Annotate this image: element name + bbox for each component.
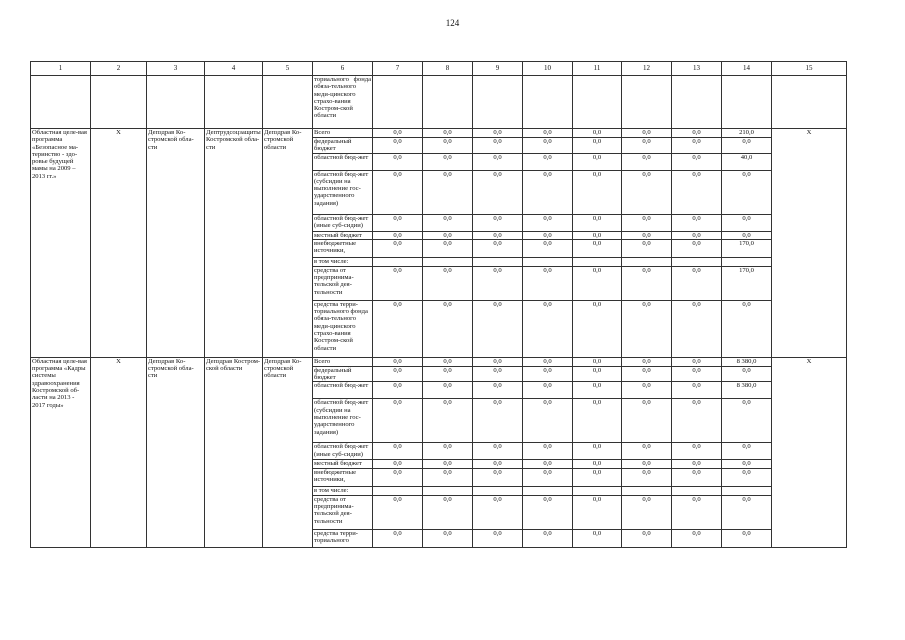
value-cell: 0,0 [722,399,772,443]
value-cell: 0,0 [573,357,622,366]
value-cell: 0,0 [373,266,423,300]
column-header: 6 [313,62,373,76]
page-number: 124 [445,18,460,28]
value-cell [473,486,523,495]
value-cell: 0,0 [423,129,473,138]
value-cell: 0,0 [622,239,672,257]
value-cell: 0,0 [672,529,722,547]
value-cell: 0,0 [573,468,622,486]
col15-cell: X [772,129,847,358]
program-table [30,61,847,548]
funding-source-label: федеральный бюджет [313,138,373,154]
value-cell: 0,0 [622,129,672,138]
col3-cell: Депздрав Ко-стромской обла-сти [147,129,205,358]
funding-source-label: областной бюд-жет [313,382,373,399]
value-cell: 0,0 [523,382,573,399]
value-cell: 0,0 [473,495,523,529]
value-cell: 0,0 [373,300,423,357]
value-cell: 0,0 [523,357,573,366]
value-cell: 0,0 [622,495,672,529]
value-cell: 0,0 [672,382,722,399]
value-cell: 0,0 [722,495,772,529]
funding-source-label: средства терри-ториального фонда обяза-тельного меди-цинского страхо-вания Костром-ской области [313,300,373,357]
col4-cell: Депздрав Костром-ской области [205,357,263,547]
value-cell: 0,0 [473,153,523,170]
funding-source-label: Всего [313,129,373,138]
value-cell: 0,0 [573,153,622,170]
value-cell: 8 380,0 [722,357,772,366]
value-cell: 0,0 [523,266,573,300]
value-cell: 0,0 [423,138,473,154]
value-cell: 0,0 [473,468,523,486]
value-cell: 0,0 [473,231,523,239]
value-cell: 0,0 [722,460,772,468]
funding-source-label: внебюджетные источники, [313,239,373,257]
value-cell: 0,0 [473,266,523,300]
value-cell: 0,0 [672,214,722,231]
column-header: 11 [573,62,622,76]
value-cell: 0,0 [672,170,722,214]
col2-cell: X [91,357,147,547]
value-cell: 0,0 [622,468,672,486]
value-cell: 0,0 [423,153,473,170]
column-header: 2 [91,62,147,76]
value-cell: 0,0 [722,443,772,460]
value-cell: 0,0 [672,357,722,366]
value-cell: 0,0 [523,460,573,468]
value-cell: 0,0 [373,231,423,239]
funding-source-label: в том числе: [313,486,373,495]
column-header: 13 [672,62,722,76]
value-cell: 0,0 [373,214,423,231]
value-cell: 0,0 [373,357,423,366]
value-cell [573,257,622,266]
value-cell: 0,0 [373,529,423,547]
value-cell: 0,0 [722,468,772,486]
value-cell: 0,0 [523,138,573,154]
column-header: 8 [423,62,473,76]
value-cell: 0,0 [672,138,722,154]
value-cell: 0,0 [573,239,622,257]
funding-source-label: областной бюд-жет (иные суб-сидии) [313,443,373,460]
col5-cell: Депздрав Ко-стромской области [263,129,313,358]
funding-source-label: в том числе: [313,257,373,266]
value-cell: 0,0 [373,443,423,460]
value-cell: 0,0 [573,214,622,231]
value-cell [523,257,573,266]
value-cell: 0,0 [672,153,722,170]
value-cell: 0,0 [672,366,722,382]
col5-cell: Депздрав Ко-стромской области [263,357,313,547]
value-cell: 0,0 [573,495,622,529]
value-cell: 0,0 [423,399,473,443]
column-header: 15 [772,62,847,76]
value-cell: 0,0 [672,468,722,486]
value-cell: 0,0 [473,300,523,357]
col3-cell: Депздрав Ко-стромской обла-сти [147,357,205,547]
value-cell: 0,0 [373,153,423,170]
value-cell: 0,0 [523,495,573,529]
value-cell: 0,0 [373,239,423,257]
funding-source-label: внебюджетные источники, [313,468,373,486]
value-cell: 0,0 [473,529,523,547]
value-cell: 210,0 [722,129,772,138]
value-cell: 0,0 [672,399,722,443]
value-cell: 0,0 [423,266,473,300]
column-header: 9 [473,62,523,76]
value-cell: 0,0 [573,366,622,382]
value-cell: 0,0 [573,399,622,443]
value-cell: 0,0 [523,529,573,547]
continuation-text: ториального фонда обяза-тельного меди-цинского страхо-вания Костром-ской области [313,76,373,129]
value-cell: 0,0 [423,366,473,382]
funding-source-label: местный бюджет [313,460,373,468]
value-cell: 0,0 [473,170,523,214]
value-cell: 0,0 [373,382,423,399]
value-cell: 0,0 [373,468,423,486]
value-cell: 0,0 [523,399,573,443]
value-cell: 0,0 [523,231,573,239]
value-cell [373,486,423,495]
column-header-row [31,62,847,76]
value-cell: 0,0 [722,300,772,357]
value-cell: 0,0 [523,468,573,486]
funding-source-label: местный бюджет [313,231,373,239]
column-header: 14 [722,62,772,76]
value-cell: 0,0 [573,266,622,300]
value-cell: 0,0 [473,443,523,460]
value-cell: 0,0 [423,529,473,547]
value-cell: 0,0 [373,170,423,214]
value-cell [722,257,772,266]
value-cell [423,486,473,495]
value-cell: 0,0 [722,170,772,214]
value-cell: 0,0 [622,357,672,366]
value-cell: 0,0 [423,468,473,486]
value-cell: 0,0 [523,366,573,382]
table-row [31,129,847,138]
value-cell: 0,0 [573,529,622,547]
value-cell: 0,0 [473,366,523,382]
funding-source-label: областной бюд-жет (субсидии на выполнение гос-ударственного задания) [313,399,373,443]
value-cell: 0,0 [473,460,523,468]
value-cell: 0,0 [423,357,473,366]
value-cell: 0,0 [523,443,573,460]
value-cell: 0,0 [573,443,622,460]
table-row [31,357,847,366]
value-cell [622,257,672,266]
value-cell: 0,0 [473,239,523,257]
value-cell: 0,0 [622,153,672,170]
continuation-row [31,76,847,129]
value-cell: 0,0 [722,138,772,154]
value-cell: 0,0 [523,300,573,357]
value-cell: 0,0 [373,460,423,468]
value-cell: 0,0 [622,170,672,214]
col4-cell: Дептрудсоцзащиты Костромской обла-сти [205,129,263,358]
value-cell: 0,0 [573,170,622,214]
value-cell [672,257,722,266]
value-cell: 0,0 [672,460,722,468]
value-cell: 0,0 [722,214,772,231]
column-header: 12 [622,62,672,76]
funding-source-label: областной бюд-жет (иные суб-сидии) [313,214,373,231]
funding-source-label: областной бюд-жет [313,153,373,170]
value-cell [622,486,672,495]
value-cell: 0,0 [473,214,523,231]
value-cell: 0,0 [672,231,722,239]
value-cell: 0,0 [573,138,622,154]
value-cell: 0,0 [523,214,573,231]
value-cell: 0,0 [672,239,722,257]
value-cell: 0,0 [423,239,473,257]
funding-source-label: средства от предпринима-тельской дея-тельности [313,495,373,529]
value-cell: 0,0 [573,382,622,399]
funding-source-label: средства терри-ториального [313,529,373,547]
value-cell: 0,0 [523,153,573,170]
value-cell: 0,0 [373,129,423,138]
value-cell: 0,0 [423,382,473,399]
column-header: 4 [205,62,263,76]
value-cell: 0,0 [722,366,772,382]
value-cell [672,486,722,495]
value-cell: 170,0 [722,266,772,300]
value-cell: 0,0 [523,170,573,214]
value-cell: 0,0 [523,239,573,257]
column-header: 10 [523,62,573,76]
value-cell: 0,0 [622,460,672,468]
value-cell: 0,0 [473,129,523,138]
column-header: 3 [147,62,205,76]
value-cell: 8 380,0 [722,382,772,399]
value-cell: 0,0 [423,460,473,468]
value-cell: 0,0 [423,443,473,460]
value-cell: 0,0 [573,300,622,357]
value-cell: 0,0 [672,443,722,460]
value-cell: 40,0 [722,153,772,170]
value-cell: 0,0 [622,529,672,547]
value-cell: 0,0 [373,138,423,154]
value-cell: 0,0 [622,366,672,382]
value-cell: 0,0 [373,495,423,529]
column-header: 7 [373,62,423,76]
value-cell: 0,0 [473,399,523,443]
value-cell: 0,0 [672,266,722,300]
value-cell: 0,0 [622,382,672,399]
value-cell: 0,0 [373,399,423,443]
value-cell: 0,0 [622,231,672,239]
value-cell: 0,0 [373,366,423,382]
value-cell: 0,0 [622,138,672,154]
funding-source-label: федеральный бюджет [313,366,373,382]
value-cell: 0,0 [622,300,672,357]
col2-cell: X [91,129,147,358]
value-cell: 0,0 [622,399,672,443]
value-cell: 0,0 [622,214,672,231]
value-cell [722,486,772,495]
value-cell: 0,0 [573,129,622,138]
value-cell: 0,0 [573,460,622,468]
column-header: 1 [31,62,91,76]
value-cell: 0,0 [622,443,672,460]
value-cell [573,486,622,495]
value-cell: 0,0 [423,214,473,231]
funding-source-label: средства от предпринима-тельской дея-тельности [313,266,373,300]
col1-cell: Областная целе-вая программа «Безопасное ма-теринство - здо-ровье будущей мамы на 2009 – 2013 гг.» [31,129,91,358]
value-cell: 0,0 [423,495,473,529]
value-cell: 0,0 [423,231,473,239]
value-cell: 0,0 [722,231,772,239]
funding-source-label: областной бюд-жет (субсидии на выполнение гос-ударственного задания) [313,170,373,214]
column-header: 5 [263,62,313,76]
value-cell: 0,0 [423,170,473,214]
value-cell: 0,0 [573,231,622,239]
value-cell: 0,0 [672,495,722,529]
value-cell: 0,0 [473,138,523,154]
value-cell: 0,0 [622,266,672,300]
value-cell: 0,0 [672,129,722,138]
value-cell: 0,0 [523,129,573,138]
value-cell [423,257,473,266]
col15-cell: X [772,357,847,547]
value-cell [373,257,423,266]
funding-source-label: Всего [313,357,373,366]
value-cell: 0,0 [473,382,523,399]
value-cell [473,257,523,266]
value-cell: 0,0 [423,300,473,357]
value-cell: 0,0 [473,357,523,366]
value-cell: 0,0 [672,300,722,357]
value-cell [523,486,573,495]
col1-cell: Областная целе-вая программа «Кадры системы здравоохранения Костромской об-ласти на 2013 - 2017 годы» [31,357,91,547]
value-cell: 170,0 [722,239,772,257]
value-cell: 0,0 [722,529,772,547]
